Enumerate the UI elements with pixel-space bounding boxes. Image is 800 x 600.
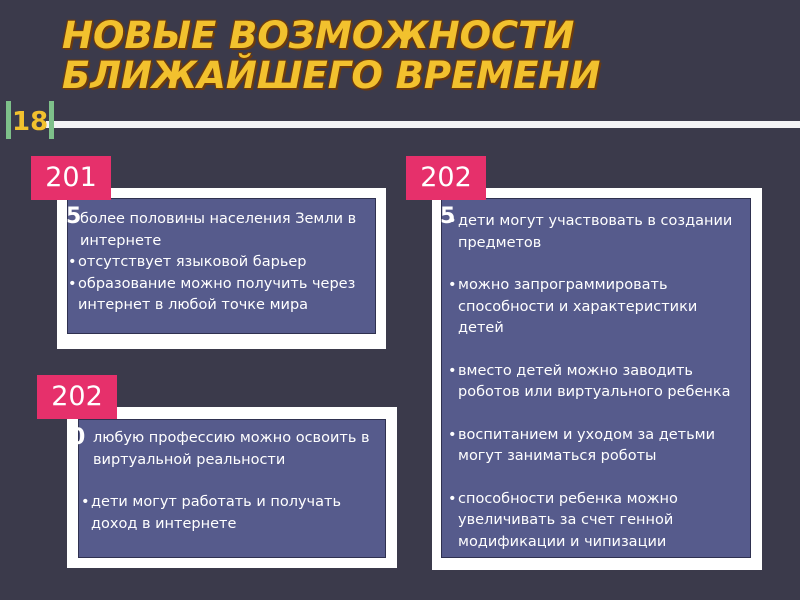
slide-number: 18 [12, 107, 49, 137]
panel-2020 [78, 419, 386, 558]
list-item: • образование можно получить через интернет в любой точке мира [68, 274, 358, 317]
year-tab-2015: 201 [31, 156, 111, 200]
list-item: любую профессию можно освоить в виртуальной реальности [93, 430, 370, 468]
panel-2015 [67, 198, 376, 334]
list-2015 [68, 209, 358, 317]
list-item: • вместо детей можно заводить роботов или виртуального ребенка [448, 361, 738, 404]
year-tab-2015-overflow: 5 [66, 204, 82, 229]
list-item: более половины населения Земли в интернете [80, 211, 357, 249]
list-2025 [448, 211, 738, 553]
slide-title-line-1: НОВЫЕ ВОЗМОЖНОСТИ [62, 14, 575, 57]
year-tab-2025-overflow: 5 [440, 204, 456, 229]
year-tab-2020: 202 [37, 375, 117, 419]
panel-2025 [441, 198, 751, 558]
accent-bar-right [49, 101, 54, 139]
list-item: • способности ребенка можно увеличивать за счет генной модификации и чипизации [448, 489, 738, 554]
year-tab-2020-overflow: 0 [70, 425, 86, 450]
header-divider [46, 121, 800, 128]
list-item: • воспитанием и уходом за детьми могут заниматься роботы [448, 425, 738, 468]
list-item: • дети могут участвовать в создании предметов [448, 211, 738, 254]
list-2020 [81, 428, 371, 535]
accent-bar-left [6, 101, 11, 139]
year-tab-2025: 202 [406, 156, 486, 200]
list-item: • можно запрограммировать способности и характеристики детей [448, 275, 738, 340]
slide-title [62, 16, 600, 96]
slide-title-line-2: БЛИЖАЙШЕГО ВРЕМЕНИ [62, 54, 601, 97]
list-item: • отсутствует языковой барьер [68, 252, 358, 274]
list-item: • дети могут работать и получать доход в интернете [81, 492, 371, 535]
